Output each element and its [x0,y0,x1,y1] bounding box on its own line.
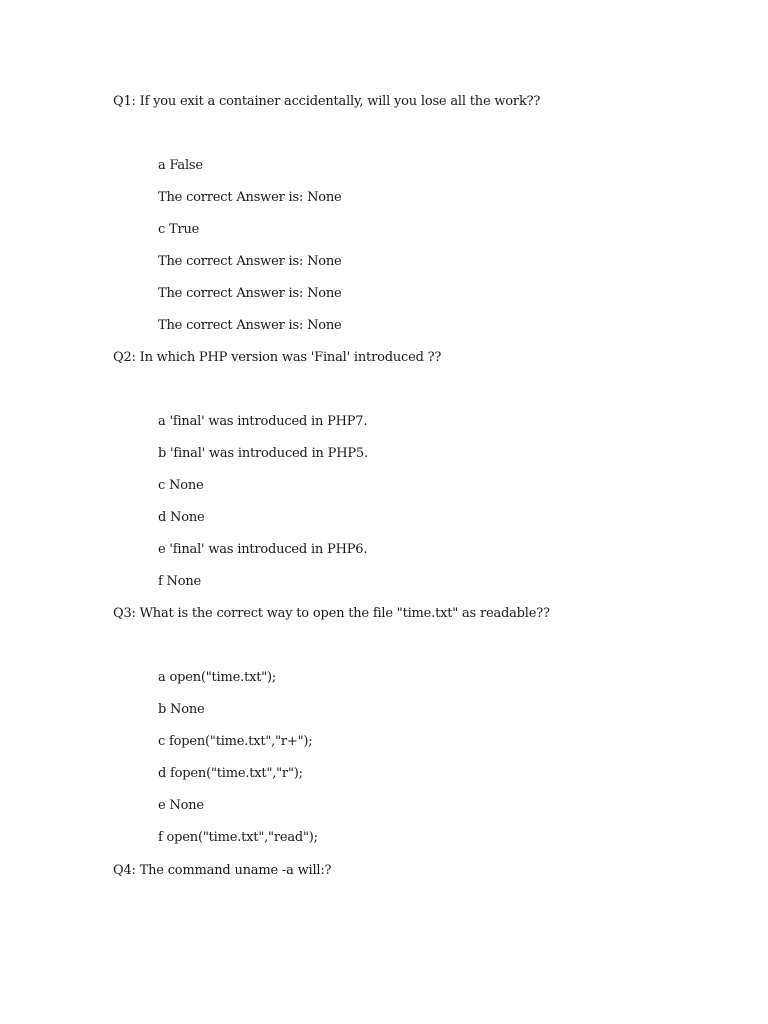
q3-option-1: a open("time.txt"); [158,670,277,685]
q3-option-4: d fopen("time.txt","r"); [158,766,303,781]
question-4: Q4: The command uname -a will:? [113,863,332,878]
q2-option-4: d None [158,510,205,525]
q2-option-1: a 'final' was introduced in PHP7. [158,414,368,429]
q2-option-2: b 'final' was introduced in PHP5. [158,446,368,461]
question-3: Q3: What is the correct way to open the file "time.txt" as readable?? [113,606,550,621]
q1-option-6: The correct Answer is: None [158,318,342,333]
q1-option-2: The correct Answer is: None [158,190,342,205]
q3-option-2: b None [158,702,205,717]
q2-option-5: e 'final' was introduced in PHP6. [158,542,368,557]
q3-option-5: e None [158,798,204,813]
q1-option-4: The correct Answer is: None [158,254,342,269]
q2-option-6: f None [158,574,202,589]
q3-option-3: c fopen("time.txt","r+"); [158,734,313,749]
question-1: Q1: If you exit a container accidentally, will you lose all the work?? [113,94,541,109]
q1-option-3: c True [158,222,200,237]
q1-option-1: a False [158,158,203,173]
q2-option-3: c None [158,478,204,493]
question-2: Q2: In which PHP version was 'Final' introduced ?? [113,350,442,365]
q3-option-6: f open("time.txt","read"); [158,830,318,845]
q1-option-5: The correct Answer is: None [158,286,342,301]
